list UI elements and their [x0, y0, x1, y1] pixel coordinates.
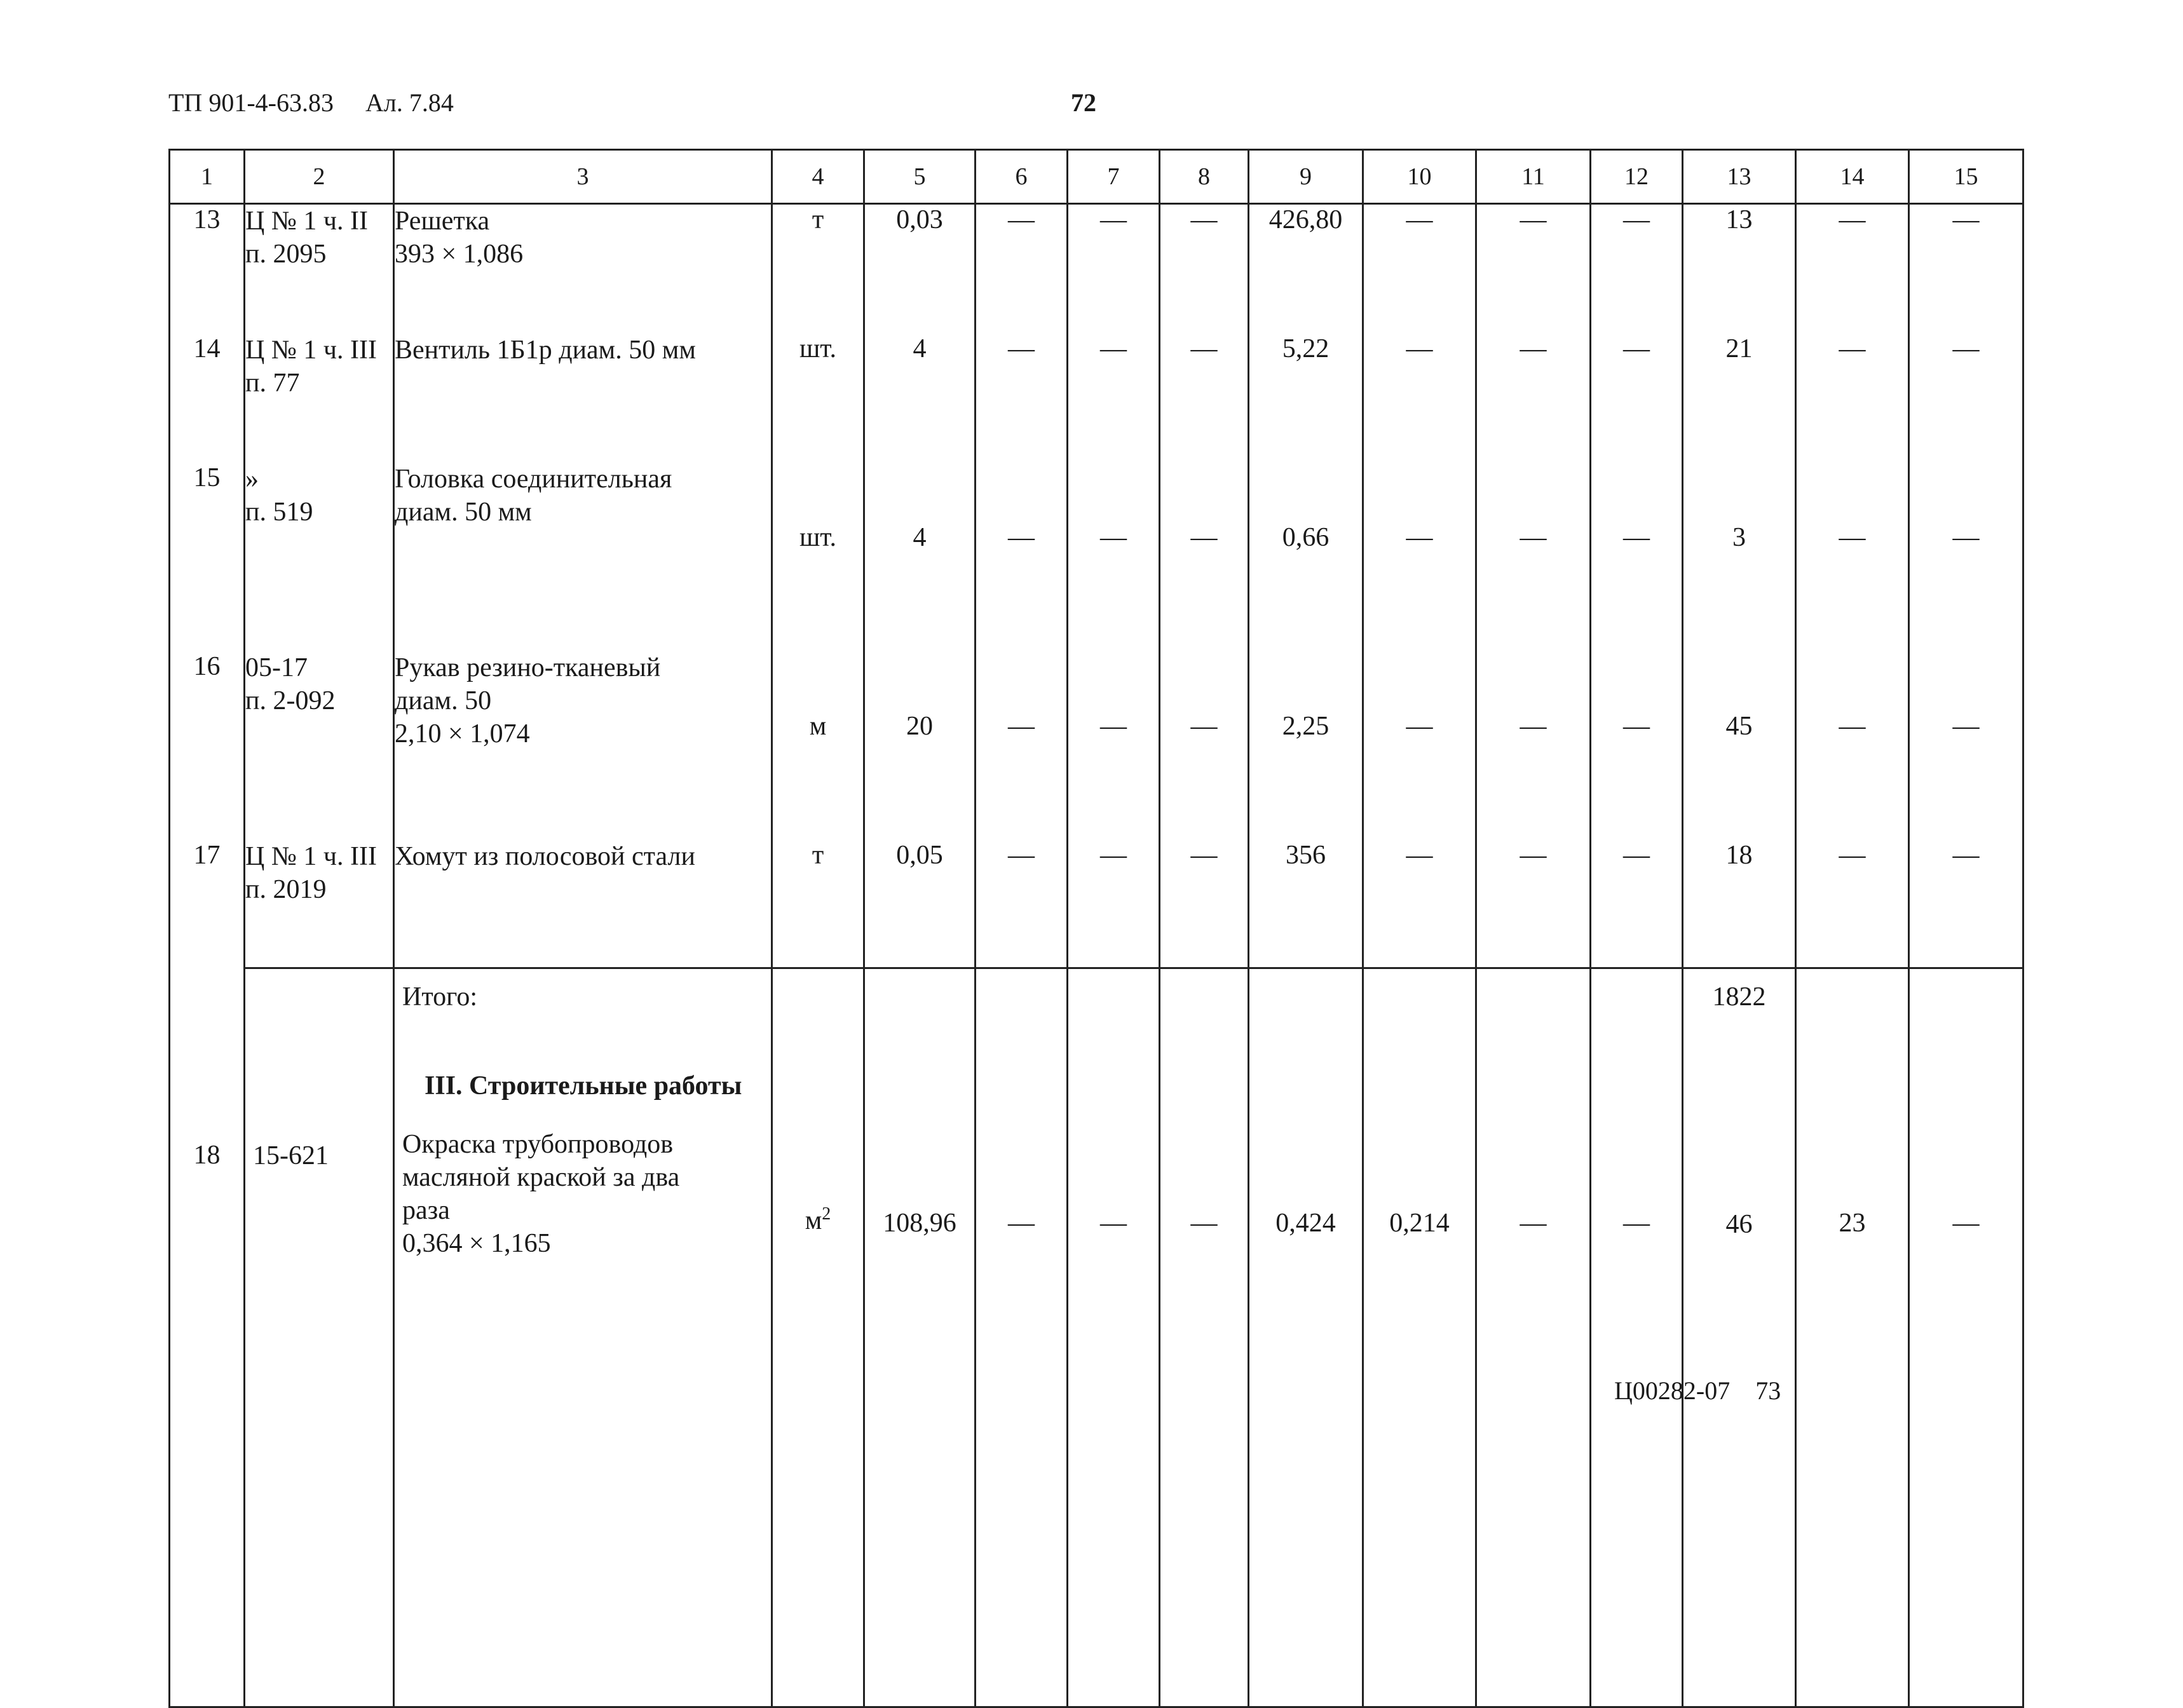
cell: —	[1160, 463, 1249, 651]
cell: —	[1591, 463, 1683, 651]
unit-text: м	[805, 1206, 822, 1235]
rate-code	[245, 204, 394, 334]
col-header: 12	[1591, 150, 1683, 204]
doc-code: ТП 901-4-63.83	[168, 88, 334, 117]
footer-page: 73	[1755, 1376, 1781, 1405]
cell: —	[1476, 334, 1591, 463]
cell	[1683, 968, 1796, 1707]
cell: —	[1363, 463, 1476, 651]
col-header: 3	[394, 150, 772, 204]
row-number: 18	[170, 968, 245, 1707]
cell: 0,214	[1363, 968, 1476, 1707]
quantity: 4	[864, 334, 976, 463]
description-line: Рукав резино-тканевый	[395, 653, 661, 682]
total-label: Итого:	[402, 982, 477, 1012]
cell: —	[1160, 840, 1249, 968]
cell: 2,25	[1249, 651, 1363, 840]
rate-code	[245, 840, 394, 968]
description-line: диам. 50	[395, 686, 492, 715]
cell: —	[1796, 840, 1909, 968]
cell: —	[1068, 204, 1160, 334]
cell: —	[1591, 968, 1683, 1707]
description-line: Окраска трубопроводов	[402, 1130, 674, 1159]
cell: 45	[1683, 651, 1796, 840]
unit: шт.	[772, 334, 864, 463]
cell: —	[1796, 651, 1909, 840]
description-line: Головка соединительная	[395, 464, 672, 494]
cell: —	[1476, 651, 1591, 840]
cell: —	[1796, 334, 1909, 463]
cell: —	[1591, 840, 1683, 968]
cell: 23	[1796, 968, 1909, 1707]
rate-code-line: п. 77	[245, 369, 300, 398]
cell: —	[1909, 968, 2023, 1707]
rate-code-line: 05-17	[245, 653, 308, 682]
footer	[1614, 1376, 1781, 1406]
description-line: 0,364 × 1,165	[402, 1229, 551, 1258]
cell-value: 46	[1725, 1210, 1753, 1239]
cell: —	[1909, 463, 2023, 651]
rate-code-line: Ц № 1 ч. III	[245, 842, 377, 871]
cell: 18	[1683, 840, 1796, 968]
cell: 356	[1249, 840, 1363, 968]
cell: —	[1363, 204, 1476, 334]
quantity: 20	[864, 651, 976, 840]
rate-code-line: »	[245, 464, 259, 494]
column-numbers-row	[170, 150, 2023, 204]
cell: —	[1476, 463, 1591, 651]
description-line: Хомут из полосовой стали	[395, 842, 695, 871]
document-code	[168, 88, 454, 118]
unit	[772, 968, 864, 1707]
col-header: 13	[1683, 150, 1796, 204]
cell: 0,424	[1249, 968, 1363, 1707]
table-row	[170, 334, 2023, 463]
row-number: 13	[170, 204, 245, 334]
work-description	[394, 334, 772, 463]
table-row	[170, 968, 2023, 1707]
cell: —	[1160, 204, 1249, 334]
col-header: 10	[1363, 150, 1476, 204]
description-line: масляной краской за два	[402, 1163, 680, 1192]
description-line: диам. 50 мм	[395, 498, 532, 527]
cell: 13	[1683, 204, 1796, 334]
cell: —	[1476, 204, 1591, 334]
description-line: 393 × 1,086	[395, 240, 524, 269]
col-header: 6	[976, 150, 1068, 204]
cell: —	[1476, 968, 1591, 1707]
cell: —	[1160, 334, 1249, 463]
cell: —	[1591, 651, 1683, 840]
album-number: Ал. 7.84	[365, 88, 454, 117]
description-line: Вентиль 1Б1р диам. 50 мм	[395, 336, 696, 365]
cell: —	[1160, 651, 1249, 840]
rate-code	[245, 651, 394, 840]
cell: 5,22	[1249, 334, 1363, 463]
cell: —	[976, 840, 1068, 968]
work-description	[394, 463, 772, 651]
col-header: 2	[245, 150, 394, 204]
cell: —	[1909, 204, 2023, 334]
row-number: 14	[170, 334, 245, 463]
description-line: 2,10 × 1,074	[395, 719, 530, 749]
quantity: 108,96	[864, 968, 976, 1707]
col-header: 1	[170, 150, 245, 204]
cell: —	[1476, 840, 1591, 968]
work-description	[394, 968, 772, 1707]
rate-code-line: п. 2095	[245, 240, 327, 269]
cell: —	[1160, 968, 1249, 1707]
col-header: 11	[1476, 150, 1591, 204]
cell: —	[1796, 204, 1909, 334]
cell: —	[976, 463, 1068, 651]
unit: м	[772, 651, 864, 840]
rate-code-line: п. 519	[245, 498, 313, 527]
cell: —	[976, 204, 1068, 334]
col-header: 14	[1796, 150, 1909, 204]
cell: —	[1363, 651, 1476, 840]
cell: 3	[1683, 463, 1796, 651]
cell: —	[976, 968, 1068, 1707]
cell: —	[1068, 968, 1160, 1707]
cell: —	[1363, 334, 1476, 463]
rate-code-line: Ц № 1 ч. II	[245, 207, 368, 236]
unit: шт.	[772, 463, 864, 651]
quantity: 0,05	[864, 840, 976, 968]
rate-code	[245, 463, 394, 651]
cell: —	[1068, 840, 1160, 968]
cell: —	[1591, 334, 1683, 463]
cell: —	[1068, 334, 1160, 463]
col-header: 8	[1160, 150, 1249, 204]
estimate-table	[168, 149, 2024, 1708]
cell: —	[1591, 204, 1683, 334]
description-line: Решетка	[395, 207, 490, 236]
cell: —	[1068, 651, 1160, 840]
rate-code	[245, 334, 394, 463]
cell: —	[1909, 651, 2023, 840]
rate-code: 15-621	[245, 968, 394, 1707]
row-number: 17	[170, 840, 245, 968]
work-description	[394, 204, 772, 334]
quantity: 0,03	[864, 204, 976, 334]
table-row	[170, 651, 2023, 840]
table-row	[170, 204, 2023, 334]
row-number: 15	[170, 463, 245, 651]
cell: —	[1363, 840, 1476, 968]
unit-superscript: 2	[822, 1204, 831, 1224]
cell: —	[1068, 463, 1160, 651]
cell: —	[976, 651, 1068, 840]
page-number: 72	[1071, 88, 1096, 117]
description-line: раза	[402, 1196, 450, 1225]
work-description	[394, 840, 772, 968]
table-row	[170, 463, 2023, 651]
col-header: 15	[1909, 150, 2023, 204]
section-title: III. Строительные работы	[425, 1071, 742, 1101]
col-header: 5	[864, 150, 976, 204]
col-header: 9	[1249, 150, 1363, 204]
cell: 0,66	[1249, 463, 1363, 651]
unit: т	[772, 840, 864, 968]
work-description	[394, 651, 772, 840]
cell: 426,80	[1249, 204, 1363, 334]
col-header: 7	[1068, 150, 1160, 204]
cell: —	[976, 334, 1068, 463]
cell: —	[1909, 334, 2023, 463]
row-number: 16	[170, 651, 245, 840]
total-value: 1822	[1712, 982, 1766, 1012]
rate-code-line: Ц № 1 ч. III	[245, 336, 377, 365]
footer-doc-id: Ц00282-07	[1614, 1376, 1731, 1405]
cell: —	[1909, 840, 2023, 968]
cell: —	[1796, 463, 1909, 651]
unit: т	[772, 204, 864, 334]
rate-code-line: п. 2019	[245, 875, 327, 904]
cell: 21	[1683, 334, 1796, 463]
col-header: 4	[772, 150, 864, 204]
quantity: 4	[864, 463, 976, 651]
table-row	[170, 840, 2023, 968]
rate-code-line: п. 2-092	[245, 686, 336, 715]
